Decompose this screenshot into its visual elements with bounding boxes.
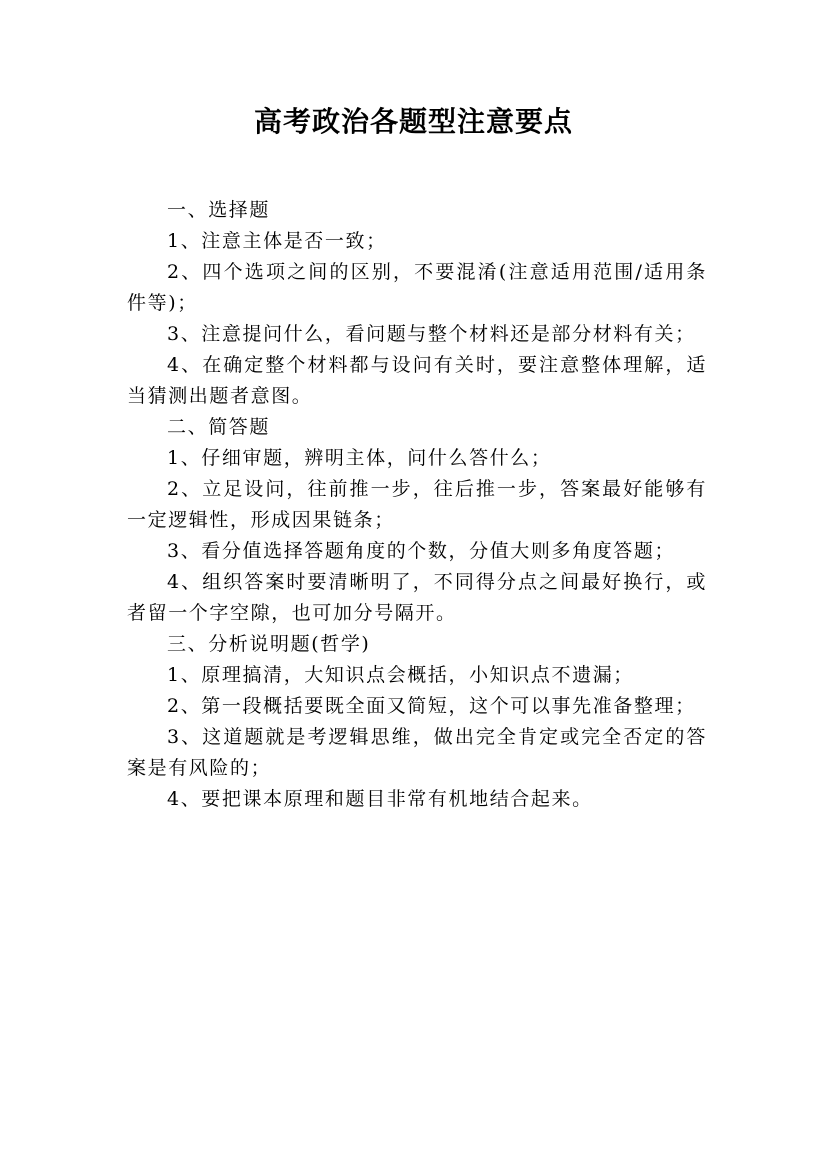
short-answer-item-2: 2、立足设问，往前推一步，往后推一步，答案最好能够有一定逻辑性，形成因果链条； <box>127 478 707 531</box>
analysis-item-4: 4、要把课本原理和题目非常有机地结合起来。 <box>167 788 593 810</box>
choice-item-3: 3、注意提问什么，看问题与整个材料还是部分材料有关； <box>167 323 696 345</box>
choice-item-4: 4、在确定整个材料都与设问有关时，要注意整体理解，适当猜测出题者意图。 <box>127 354 707 407</box>
choice-item-2: 2、四个选项之间的区别，不要混淆(注意适用范围/适用条件等)； <box>127 261 707 314</box>
choice-item-1: 1、注意主体是否一致； <box>167 230 387 252</box>
section-heading-short-answer: 二、简答题 <box>167 416 271 438</box>
document-title: 高考政治各题型注意要点 <box>253 105 573 138</box>
short-answer-item-1: 1、仔细审题，辨明主体，问什么答什么； <box>167 447 552 469</box>
section-heading-analysis: 三、分析说明题(哲学) <box>167 633 371 655</box>
analysis-item-2: 2、第一段概括要既全面又简短，这个可以事先准备整理； <box>167 695 696 717</box>
analysis-item-3: 3、这道题就是考逻辑思维，做出完全肯定或完全否定的答案是有风险的； <box>127 726 707 779</box>
document-body <box>127 195 707 815</box>
short-answer-item-4: 4、组织答案时要清晰明了，不同得分点之间最好换行，或者留一个字空隙，也可加分号隔开。 <box>127 571 707 624</box>
short-answer-item-3: 3、看分值选择答题角度的个数，分值大则多角度答题； <box>167 540 676 562</box>
analysis-item-1: 1、原理搞清，大知识点会概括，小知识点不遗漏； <box>167 664 634 686</box>
section-heading-choice: 一、选择题 <box>167 199 271 221</box>
